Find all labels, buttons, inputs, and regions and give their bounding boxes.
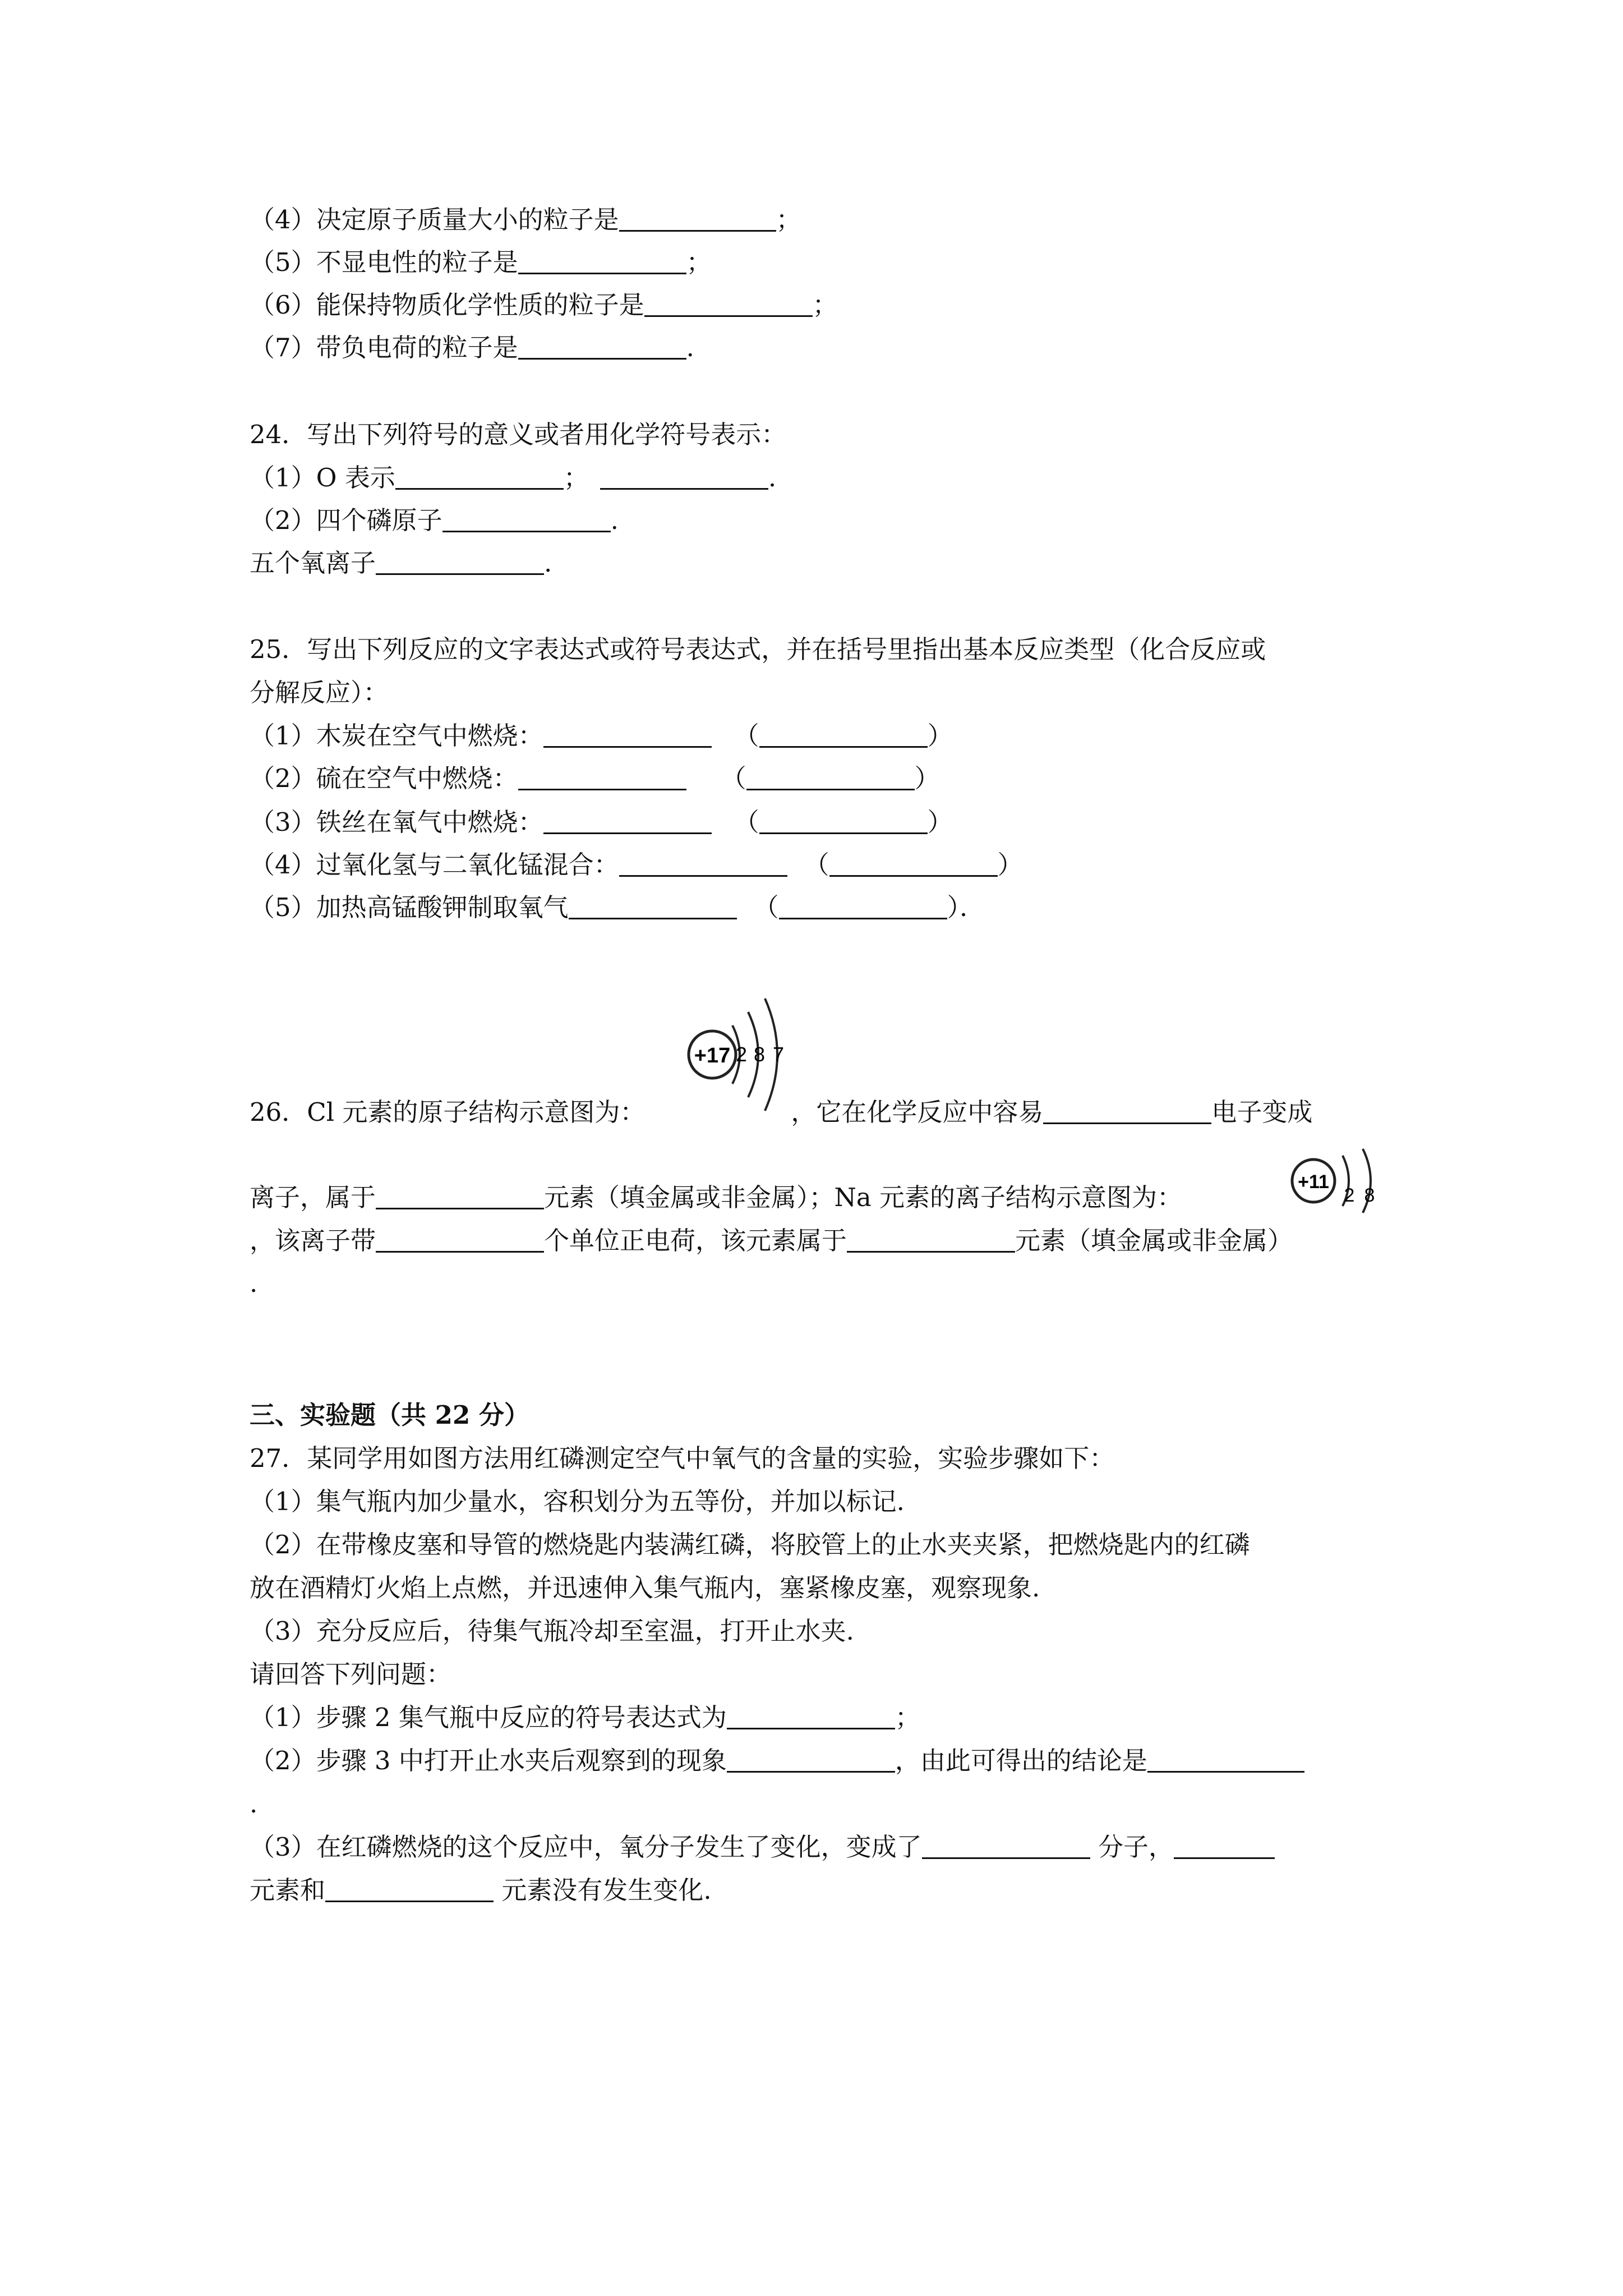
reaction-type-blank[interactable] xyxy=(759,808,928,834)
q27-answer2-end: . xyxy=(250,1789,258,1819)
q23-item4: （4）决定原子质量大小的粒子是 ； xyxy=(250,205,801,234)
q25-item2: （2）硫在空气中燃烧： （ ） xyxy=(250,763,940,793)
cl-shell-3-count: 7 xyxy=(772,1043,785,1066)
q25-item4: （4）过氧化氢与二氧化锰混合： （ ） xyxy=(250,850,1023,880)
answer-blank[interactable] xyxy=(376,1183,544,1209)
q25-stem-line1: 25．写出下列反应的文字表达式或符号表达式，并在括号里指出基本反应类型（化合反应或 xyxy=(250,634,1266,664)
answer-blank[interactable] xyxy=(847,1226,1015,1253)
q26-line3: ，该离子带 个单位正电荷，该元素属于 元素（填金属或非金属） xyxy=(250,1226,1293,1255)
na-ion-structure-diagram xyxy=(1284,1144,1402,1217)
cl-shell-2-count: 8 xyxy=(753,1043,766,1066)
q27-answer2: （2）步骤 3 中打开止水夹后观察到的现象 ，由此可得出的结论是 xyxy=(250,1744,1304,1778)
q27-prompt: 请回答下列问题： xyxy=(250,1659,452,1689)
q23-item5: （5）不显电性的粒子是 ； xyxy=(250,247,712,277)
q25-item3: （3）铁丝在氧气中燃烧： （ ） xyxy=(250,807,953,837)
q27-step2-line2: 放在酒精灯火焰上点燃，并迅速伸入集气瓶内，塞紧橡皮塞，观察现象. xyxy=(250,1573,1040,1603)
answer-blank[interactable] xyxy=(376,549,544,575)
cl-nucleus-charge: +17 xyxy=(694,1044,731,1068)
answer-blank[interactable] xyxy=(518,248,686,274)
reaction-type-blank[interactable] xyxy=(746,764,915,790)
answer-blank[interactable] xyxy=(1043,1098,1211,1124)
answer-blank[interactable] xyxy=(543,808,712,834)
reaction-type-blank[interactable] xyxy=(779,893,947,919)
answer-blank[interactable] xyxy=(619,850,787,877)
answer-blank[interactable] xyxy=(727,1746,895,1773)
q24-item1: （1）O 表示 ； . xyxy=(250,463,777,493)
q25-item1: （1）木炭在空气中燃烧： （ ） xyxy=(250,721,953,751)
na-shell-2-count: 8 xyxy=(1364,1185,1375,1206)
q25-stem-line2: 分解反应）： xyxy=(250,678,389,707)
answer-blank[interactable] xyxy=(395,463,564,490)
answer-blank[interactable] xyxy=(518,764,686,790)
q27-answer1: （1）步骤 2 集气瓶中反应的符号表达式为 ； xyxy=(250,1703,920,1732)
answer-blank[interactable] xyxy=(922,1833,1090,1859)
q26-line4: . xyxy=(250,1268,258,1298)
q27-step1: （1）集气瓶内加少量水，容积划分为五等份，并加以标记. xyxy=(250,1487,905,1516)
cl-shell-1-count: 2 xyxy=(735,1043,748,1066)
answer-blank[interactable] xyxy=(518,333,686,360)
answer-blank[interactable] xyxy=(325,1876,494,1902)
q26-line1: 26．Cl 元素的原子结构示意图为： ，它在化学反应中容易 电子变成 xyxy=(250,1097,1313,1127)
answer-blank[interactable] xyxy=(569,893,737,919)
answer-blank[interactable] xyxy=(442,506,611,532)
na-nucleus-charge: +11 xyxy=(1298,1171,1329,1193)
q24-item2: （2）四个磷原子 . xyxy=(250,505,619,535)
q27-step3: （3）充分反应后，待集气瓶冷却至室温，打开止水夹. xyxy=(250,1616,854,1646)
answer-blank[interactable] xyxy=(619,205,776,232)
q27-step2-line1: （2）在带橡皮塞和导管的燃烧匙内装满红磷，将胶管上的止水夹夹紧，把燃烧匙内的红磷 xyxy=(250,1530,1250,1559)
answer-blank[interactable] xyxy=(376,1226,544,1253)
q27-stem: 27．某同学用如图方法用红磷测定空气中氧气的含量的实验，实验步骤如下： xyxy=(250,1443,1115,1473)
reaction-type-blank[interactable] xyxy=(759,721,928,748)
q23-item7: （7）带负电荷的粒子是 . xyxy=(250,333,694,362)
answer-blank[interactable] xyxy=(600,463,768,490)
na-shell-1-count: 2 xyxy=(1344,1185,1355,1206)
answer-blank[interactable] xyxy=(543,721,712,748)
q24-item3: 五个氧离子 . xyxy=(250,548,552,578)
q25-item5: （5）加热高锰酸钾制取氧气 （ ）． xyxy=(250,892,985,922)
answer-blank[interactable] xyxy=(727,1703,895,1729)
q23-item6: （6）能保持物质化学性质的粒子是 ； xyxy=(250,290,838,320)
section-heading: 三、实验题（共 22 分） xyxy=(250,1400,529,1430)
reaction-type-blank[interactable] xyxy=(829,850,998,877)
q27-answer3-line2: 元素和 元素没有发生变化. xyxy=(250,1875,712,1905)
answer-blank[interactable] xyxy=(1147,1746,1304,1773)
answer-blank[interactable] xyxy=(644,291,813,317)
answer-blank[interactable] xyxy=(1174,1833,1275,1859)
q24-stem: 24．写出下列符号的意义或者用化学符号表示： xyxy=(250,420,787,449)
q27-answer3: （3）在红磷燃烧的这个反应中，氧分子发生了变化，变成了 分子， xyxy=(250,1830,1275,1864)
q26-line2: 离子，属于 元素（填金属或非金属）；Na 元素的离子结构示意图为： xyxy=(250,1182,1183,1212)
